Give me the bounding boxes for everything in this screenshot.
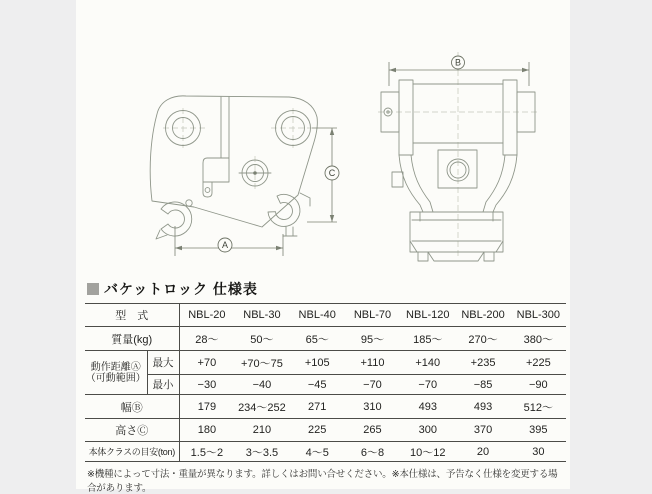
spec-value: −70 [345, 375, 400, 395]
spec-value: +235 [455, 351, 510, 375]
row-label: 質量(kg) [85, 327, 179, 351]
spec-value: +105 [290, 351, 345, 375]
spec-value: 28〜 [179, 327, 234, 351]
spec-value: 10〜12 [400, 442, 455, 462]
spec-value: 234〜252 [234, 395, 289, 419]
spec-value: 270〜 [455, 327, 510, 351]
spec-value: 210 [234, 419, 289, 442]
left-leg [399, 155, 433, 212]
table-row-machine-class [85, 442, 566, 462]
subrow-label: 最大 [147, 351, 179, 375]
spec-value: +70 [179, 351, 234, 375]
spec-value: 265 [345, 419, 400, 442]
spec-value: −45 [290, 375, 345, 395]
spec-value: −85 [455, 375, 510, 395]
side-view-drawing [150, 96, 339, 256]
spec-value: 20 [455, 442, 510, 462]
right-bracket-plate [503, 80, 517, 155]
spec-value: 185〜 [400, 327, 455, 351]
model-col-header: NBL-40 [290, 304, 345, 327]
model-col-header: NBL-30 [234, 304, 289, 327]
row-label: 高さⒸ [85, 419, 179, 442]
footnote: ※機種によって寸法・重量が異なります。詳しくはお問い合せください。※本仕様は、予告なく仕様を変更する場合があります。 [87, 469, 558, 494]
base-body [410, 212, 503, 261]
row-group-label: 動作距離Ⓐ （可動範囲） [85, 351, 147, 395]
table-row-width [85, 395, 566, 419]
left-tab [392, 172, 403, 187]
model-col-header: NBL-200 [455, 304, 510, 327]
front-view-drawing [378, 52, 540, 261]
dim-a-label: A [221, 240, 229, 251]
dim-c-label: C [328, 168, 336, 179]
model-col-header: NBL-20 [179, 304, 234, 327]
spec-value: −40 [234, 375, 289, 395]
spec-value: 95〜 [345, 327, 400, 351]
spec-value: 65〜 [290, 327, 345, 351]
technical-drawings [130, 38, 560, 275]
model-col-header: NBL-300 [511, 304, 566, 327]
spec-value: 6〜8 [345, 442, 400, 462]
left-hook [161, 202, 192, 236]
spec-value: 395 [511, 419, 566, 442]
spec-value: 300 [400, 419, 455, 442]
table-row-mass [85, 327, 566, 351]
spec-value: 310 [345, 395, 400, 419]
dim-b-label: B [454, 57, 462, 68]
spec-value: 493 [400, 395, 455, 419]
row-label: 幅Ⓑ [85, 395, 179, 419]
dimension-b [389, 56, 529, 86]
spec-value: 180 [179, 419, 234, 442]
spec-value: 4〜5 [290, 442, 345, 462]
spec-value: 179 [179, 395, 234, 419]
document-panel [76, 0, 570, 494]
spec-value: 370 [455, 419, 510, 442]
spec-value: 3〜3.5 [234, 442, 289, 462]
spec-value: −30 [179, 375, 234, 395]
spec-value: 380〜 [511, 327, 566, 351]
spec-value: 271 [290, 395, 345, 419]
table-header-row [85, 304, 566, 327]
coupler-body-outline [150, 96, 317, 227]
spec-table [85, 303, 566, 462]
left-bracket-plate [399, 80, 413, 155]
spec-value: +140 [400, 351, 455, 375]
spec-value: 512〜 [511, 395, 566, 419]
title-bullet-icon [87, 283, 99, 295]
dimension-a [175, 226, 283, 256]
spec-value: 493 [455, 395, 510, 419]
page-title: バケットロック 仕様表 [104, 281, 258, 297]
table-row-stroke-max [85, 351, 566, 375]
section-title [87, 279, 258, 299]
subrow-label: 最小 [147, 375, 179, 395]
table-row-height [85, 419, 566, 442]
model-col-header: NBL-70 [345, 304, 400, 327]
model-col-header: NBL-120 [400, 304, 455, 327]
spec-value: +110 [345, 351, 400, 375]
row-label: 本体クラスの目安(ton) [85, 442, 179, 462]
spec-value: 50〜 [234, 327, 289, 351]
model-label-cell: 型 式 [85, 304, 179, 327]
spec-value: 1.5〜2 [179, 442, 234, 462]
spec-value: +225 [511, 351, 566, 375]
spec-value: 30 [511, 442, 566, 462]
center-bolt-block [438, 150, 477, 188]
spec-value: +70〜75 [234, 351, 289, 375]
spec-value: 225 [290, 419, 345, 442]
spec-value: −90 [511, 375, 566, 395]
table-row-stroke-min [85, 375, 566, 395]
spec-value: −70 [400, 375, 455, 395]
right-leg [483, 155, 517, 212]
